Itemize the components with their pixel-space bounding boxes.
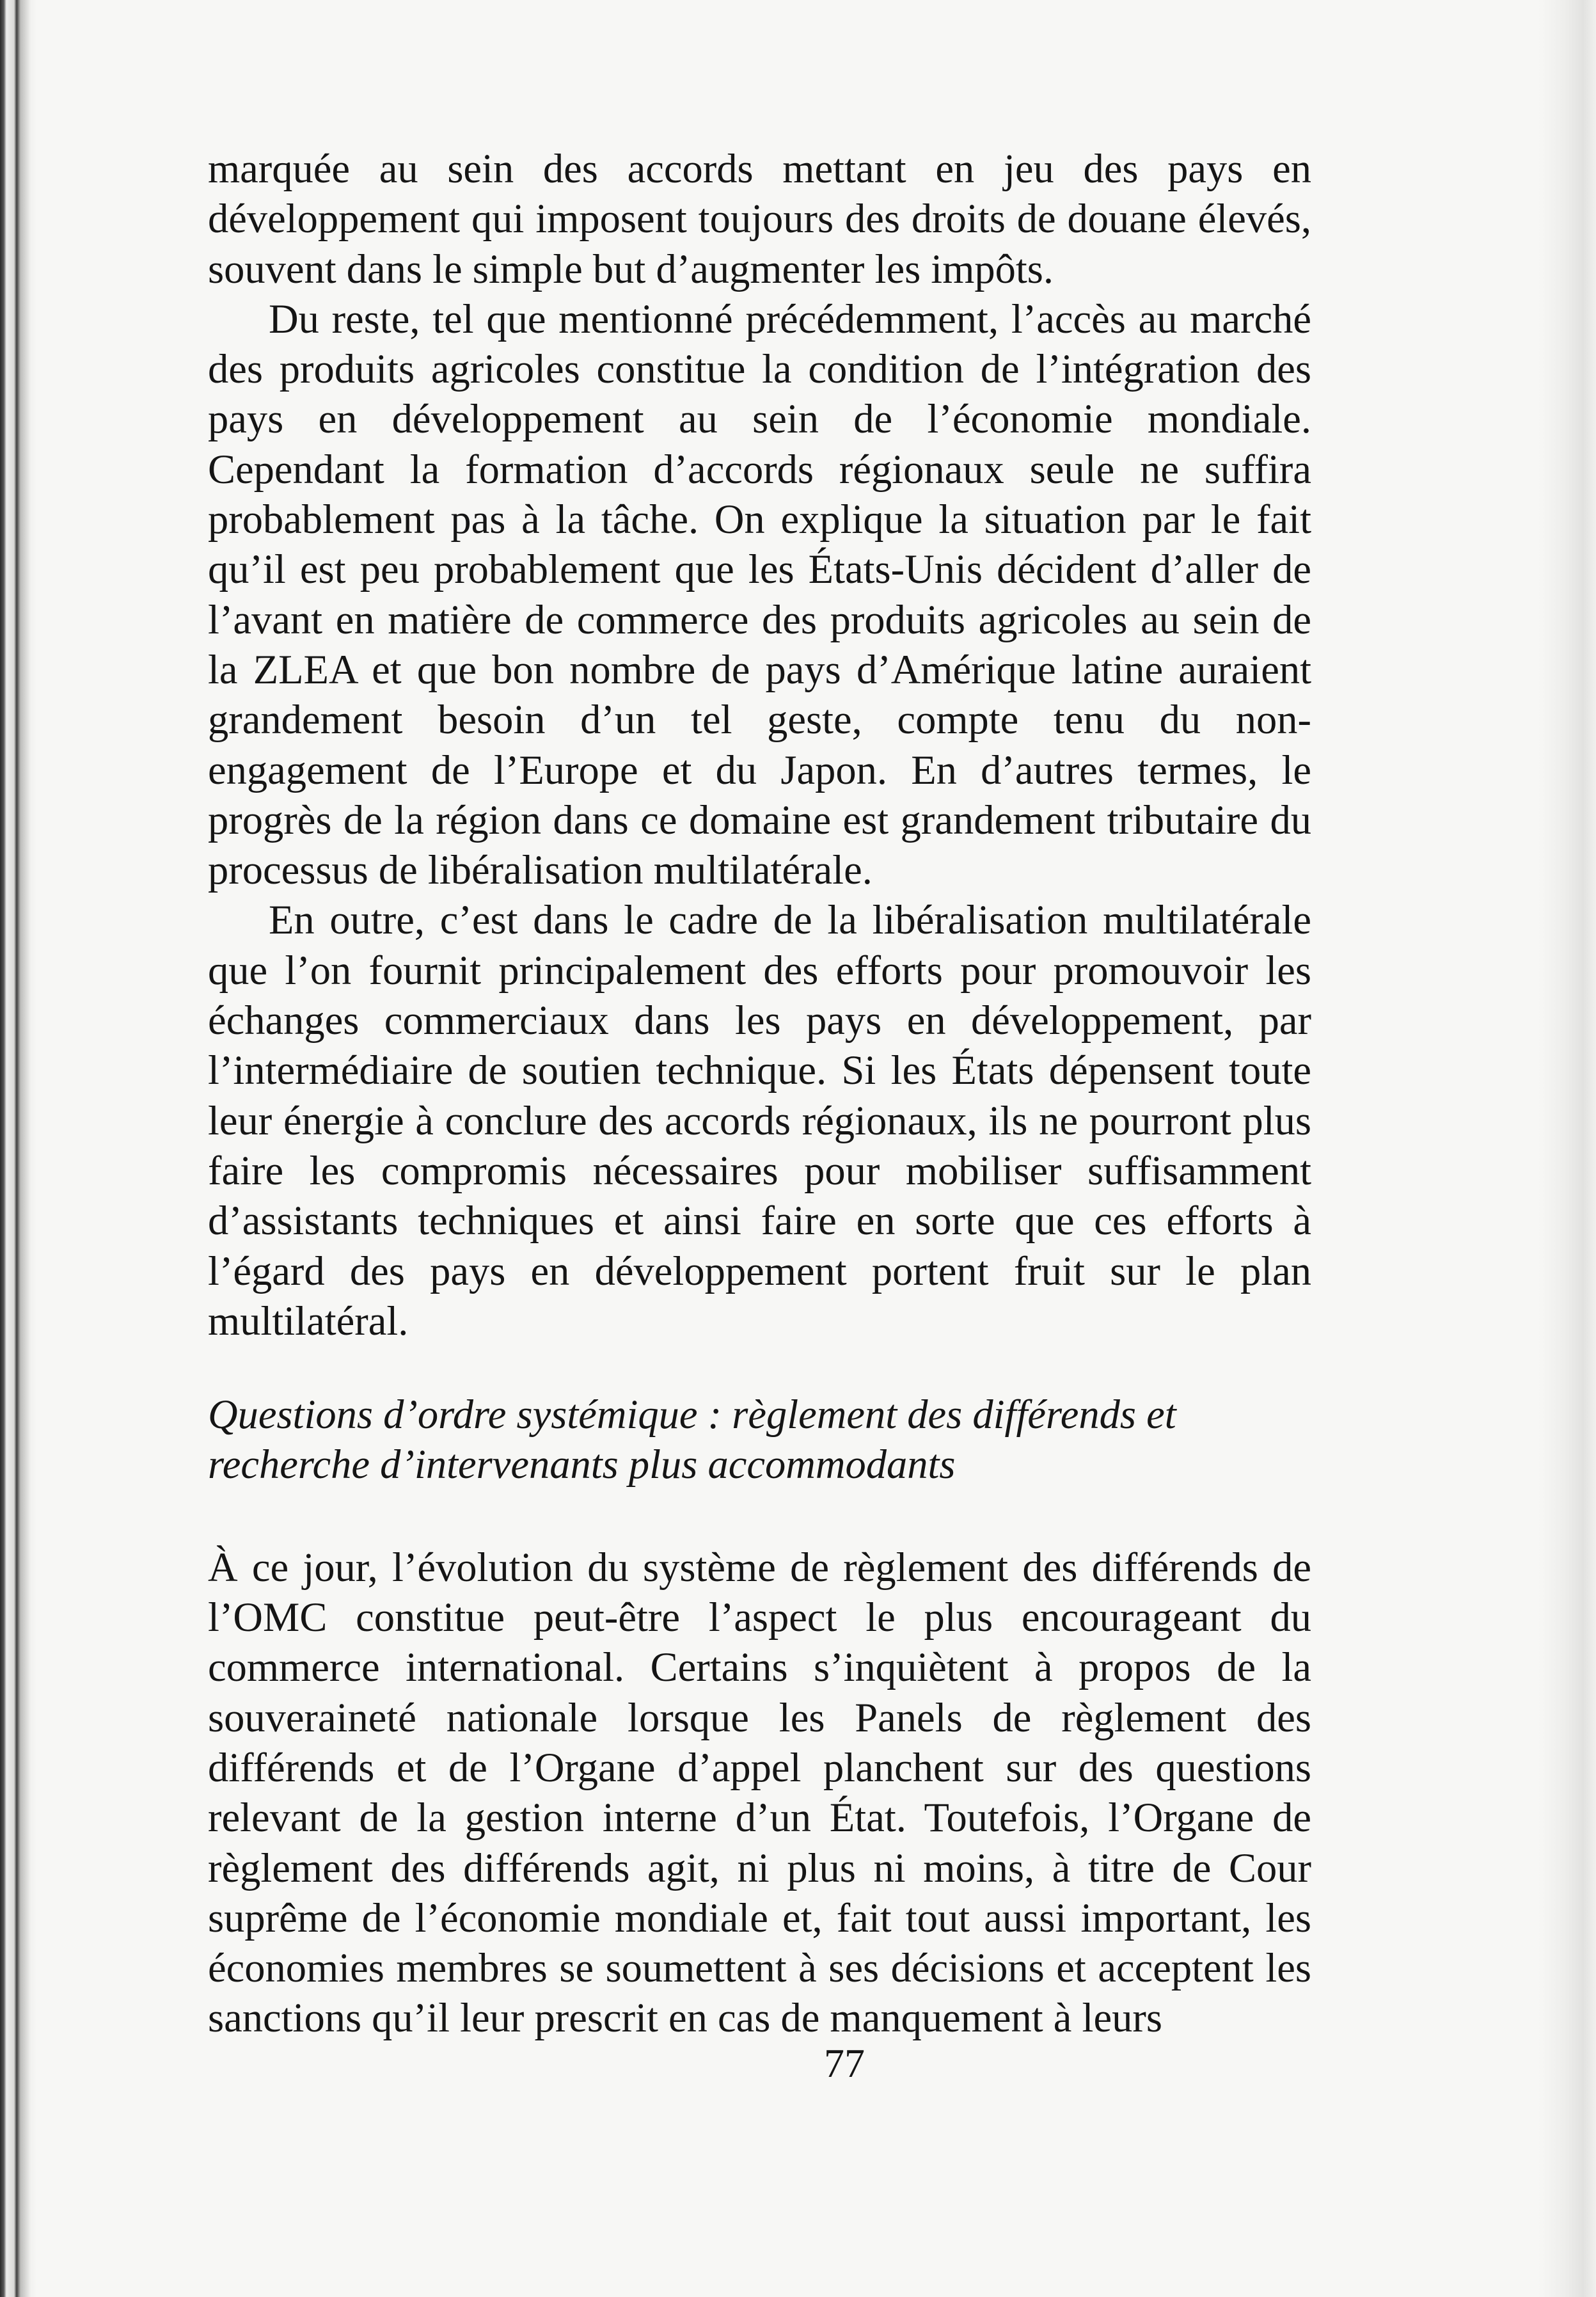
paragraph-dispute-settlement: À ce jour, l’évolution du système de règlement des différends de l’OMC constitue peut-être l’aspect le plus encourageant du commerce international. Certains s’inquiètent à propos de la souveraineté nationale lorsque les Panels de règlement des différends et de l’Organe d’appel planchent sur des questions relevant de la gestion interne d’un État. Toutefois, l’Organe de règlement des différends agit, ni plus ni moins, à titre de Cour suprême de l’économie mondiale et, fait tout aussi important, les économies membres se soumettent à ses décisions et acceptent les sanctions qu’il leur prescrit en cas de manquement à leurs	[208, 1544, 1311, 2041]
page-edge	[1538, 0, 1596, 2297]
binding-edge	[0, 0, 37, 2297]
paragraph-continuation: marquée au sein des accords mettant en jeu des pays en développement qui imposent toujours des droits de douane élevés, souvent dans le simple but d’augmenter les impôts.	[208, 146, 1311, 292]
page-number: 77	[824, 2040, 865, 2086]
paragraph-technical-support: En outre, c’est dans le cadre de la libéralisation multilatérale que l’on fournit principalement des efforts pour promouvoir les échanges commerciaux dans les pays en développement, par l’intermédiaire de soutien technique. Si les États dépensent toute leur énergie à conclure des accords régionaux, ils ne pourront plus faire les compromis nécessaires pour mobiliser suffisamment d’assistants techniques et ainsi faire en sorte que ces efforts à l’égard des pays en développement portent fruit sur le plan multilatéral.	[208, 897, 1311, 1344]
paragraph-agricultural-access: Du reste, tel que mentionné précédemment, l’accès au marché des produits agricoles constitue la condition de l’intégration des pays en développement au sein de l’économie mondiale. Cependant la formation d’accords régionaux seule ne suffira probablement pas à la tâche. On explique la situation par le fait qu’il est peu probablement que les États-Unis décident d’aller de l’avant en matière de commerce des produits agricoles au sein de la ZLEA et que bon nombre de pays d’Amérique latine auraient grandement besoin d’un tel geste, compte tenu du non-engagement de l’Europe et du Japon. En d’autres termes, le progrès de la région dans ce domaine est grandement tributaire du processus de libéralisation multilatérale.	[208, 296, 1311, 893]
section-heading: Questions d’ordre systémique : règlement des différends et recherche d’intervenants plus accommodants	[208, 1392, 1176, 1488]
body-text	[208, 144, 1311, 2044]
